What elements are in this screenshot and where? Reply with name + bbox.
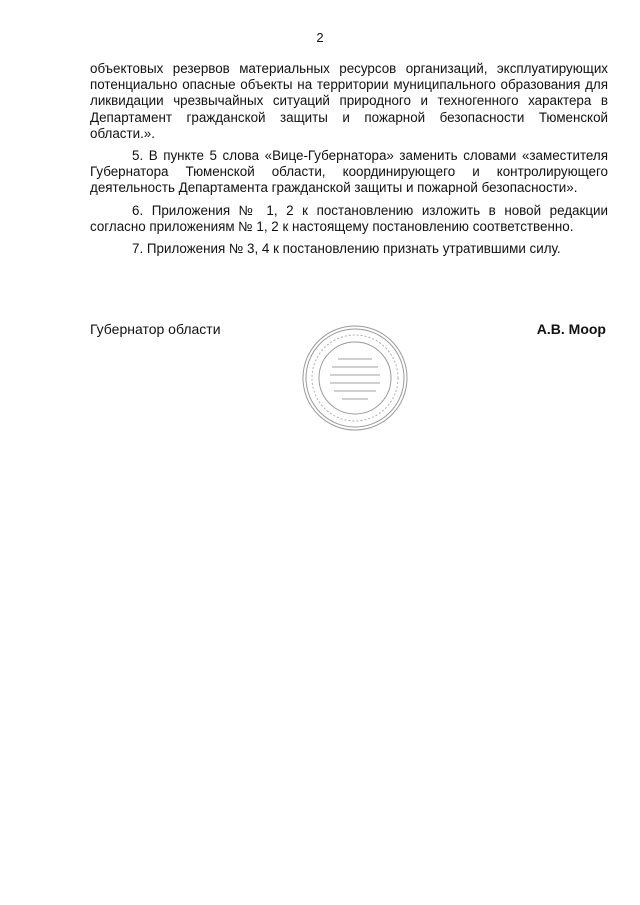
signatory-title: Губернатор области: [90, 321, 221, 337]
paragraph-continuation: объектовых резервов материальных ресурсов организаций, эксплуатирующих потенциально опасные объекты на территории муниципального образования для ликвидации чрезвычайных ситуаций природного и техногенного характера в Департамент гражданской защиты и пожарной безопасности Тюменской области.».: [90, 61, 608, 141]
signatory-name: А.В. Моор: [536, 321, 606, 337]
paragraph-item-5: 5. В пункте 5 слова «Вице-Губернатора» заменить словами «заместителя Губернатора Тюменской области, координирующего и контролирующего деятельность Департамента гражданской защиты и пожарной безопасности».: [90, 148, 608, 196]
paragraph-item-6: 6. Приложения № 1, 2 к постановлению изложить в новой редакции согласно приложениям № 1, 2 к настоящему постановлению соответственно.: [90, 202, 608, 234]
document-body: [90, 61, 608, 263]
official-seal-stamp: [300, 323, 410, 433]
page-number: 2: [316, 30, 324, 45]
paragraph-item-7: 7. Приложения № 3, 4 к постановлению признать утратившими силу.: [132, 241, 561, 257]
